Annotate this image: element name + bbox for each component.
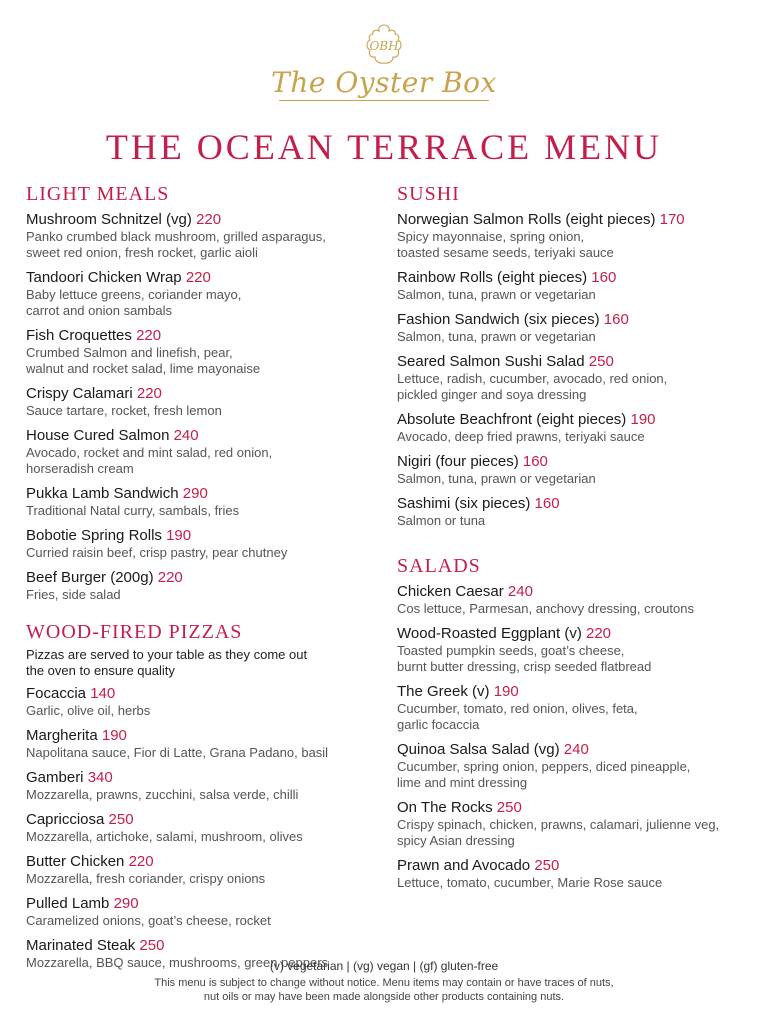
menu-item-price: 250: [534, 857, 560, 874]
menu-item-name: Norwegian Salmon Rolls (eight pieces): [397, 211, 656, 228]
menu-item-description: Baby lettuce greens, coriander mayo, carrot and onion sambals: [26, 287, 242, 318]
menu-item-name: On The Rocks: [397, 799, 493, 816]
menu-item-price: 290: [113, 895, 139, 912]
menu-item-description: Salmon, tuna, prawn or vegetarian: [397, 471, 596, 486]
menu-item-description: Lettuce, tomato, cucumber, Marie Rose sauce: [397, 875, 663, 890]
menu-item-price: 240: [173, 427, 199, 444]
menu-item-name: Margherita: [26, 727, 98, 744]
menu-item-price: 160: [603, 311, 629, 328]
section-sushi: [397, 183, 747, 529]
menu-item-description: Cucumber, spring onion, peppers, diced pineapple, lime and mint dressing: [397, 759, 691, 790]
menu-item-name-line: [26, 853, 371, 871]
menu-item-price: 160: [534, 495, 560, 512]
menu-item-description: Mozzarella, BBQ sauce, mushrooms, green peppers: [26, 955, 329, 970]
section-title: SUSHI: [397, 183, 460, 205]
menu-item-name-line: [397, 353, 747, 371]
menu-item-description: Spicy mayonnaise, spring onion, toasted sesame seeds, teriyaki sauce: [397, 229, 614, 260]
menu-item-price: 170: [659, 211, 685, 228]
menu-item: [26, 527, 371, 561]
menu-item: [26, 769, 371, 803]
menu-item: [397, 857, 747, 891]
monogram-text: OBH: [369, 39, 399, 53]
section-title: WOOD-FIRED PIZZAS: [26, 621, 243, 643]
menu-item-list: [26, 685, 371, 971]
menu-item-description: Mozzarella, prawns, zucchini, salsa verde, chilli: [26, 787, 299, 802]
menu-item-name-line: [397, 495, 747, 513]
section-intro: Pizzas are served to your table as they come out the oven to ensure quality: [26, 647, 308, 678]
menu-item-description: Cos lettuce, Parmesan, anchovy dressing, croutons: [397, 601, 694, 616]
menu-item: [26, 853, 371, 887]
menu-item-name: Quinoa Salsa Salad (vg): [397, 741, 560, 758]
page-title: THE OCEAN TERRACE MENU: [105, 127, 663, 167]
menu-item: [397, 495, 747, 529]
menu-item: [26, 727, 371, 761]
menu-item-name: Pukka Lamb Sandwich: [26, 485, 179, 502]
menu-item-name: The Greek (v): [397, 683, 490, 700]
menu-item-description: Avocado, rocket and mint salad, red onion, horseradish cream: [26, 445, 273, 476]
menu-item-name-line: [397, 269, 747, 287]
menu-item: [26, 211, 371, 261]
menu-item-name: Marinated Steak: [26, 937, 136, 954]
menu-item: [397, 741, 747, 791]
menu-item-price: 250: [496, 799, 522, 816]
menu-item: [26, 427, 371, 477]
menu-item-price: 240: [563, 741, 589, 758]
section-title: SALADS: [397, 555, 481, 577]
menu-item: [26, 895, 371, 929]
menu-item: [26, 385, 371, 419]
menu-item-name: Absolute Beachfront (eight pieces): [397, 411, 627, 428]
menu-item-name-line: [397, 741, 747, 759]
menu-item: [397, 453, 747, 487]
menu-item-description: Sauce tartare, rocket, fresh lemon: [26, 403, 222, 418]
menu-item-price: 220: [185, 269, 211, 286]
menu-item-list: [397, 211, 747, 529]
menu-item-price: 190: [630, 411, 656, 428]
menu-item-name-line: [26, 811, 371, 829]
menu-item-name-line: [26, 895, 371, 913]
section-pizzas: [26, 621, 371, 971]
menu-item-price: 190: [166, 527, 192, 544]
menu-item-description: Napolitana sauce, Fior di Latte, Grana Padano, basil: [26, 745, 329, 760]
menu-item-name: Nigiri (four pieces): [397, 453, 519, 470]
menu-item-name: Mushroom Schnitzel (vg): [26, 211, 192, 228]
menu-item-price: 240: [507, 583, 533, 600]
menu-item-name-line: [397, 311, 747, 329]
menu-item-name-line: [397, 411, 747, 429]
menu-item-price: 220: [586, 625, 612, 642]
menu-item-name-line: [26, 685, 371, 703]
menu-item-list: [397, 583, 747, 891]
menu-item-price: 160: [591, 269, 617, 286]
menu-item: [26, 269, 371, 319]
menu-item-name: Rainbow Rolls (eight pieces): [397, 269, 588, 286]
menu-item-name: Fashion Sandwich (six pieces): [397, 311, 600, 328]
menu-item-name-line: [26, 211, 371, 229]
menu-item-description: Mozzarella, fresh coriander, crispy onions: [26, 871, 266, 886]
menu-item-name: Wood-Roasted Eggplant (v): [397, 625, 582, 642]
menu-item-name: Fish Croquettes: [26, 327, 132, 344]
menu-item-name: Focaccia: [26, 685, 87, 702]
brand-logo: [0, 22, 768, 101]
menu-item-description: Panko crumbed black mushroom, grilled asparagus, sweet red onion, fresh rocket, garlic aioli: [26, 229, 326, 260]
menu-item-name: Capricciosa: [26, 811, 105, 828]
brand-underline: [279, 100, 489, 101]
menu-item-name: Crispy Calamari: [26, 385, 133, 402]
menu-item-price: 190: [493, 683, 519, 700]
menu-item-description: Lettuce, radish, cucumber, avocado, red onion, pickled ginger and soya dressing: [397, 371, 668, 402]
menu-item-name-line: [397, 211, 747, 229]
menu-item-description: Garlic, olive oil, herbs: [26, 703, 151, 718]
menu-item-description: Salmon, tuna, prawn or vegetarian: [397, 329, 596, 344]
menu-item-description: Salmon, tuna, prawn or vegetarian: [397, 287, 596, 302]
menu-item-price: 220: [136, 327, 162, 344]
menu-item-price: 220: [196, 211, 222, 228]
menu-item-price: 220: [157, 569, 183, 586]
menu-item: [26, 811, 371, 845]
menu-item-price: 340: [87, 769, 113, 786]
menu-item: [397, 411, 747, 445]
section-light-meals: [26, 183, 371, 603]
menu-item-description: Crumbed Salmon and linefish, pear, walnut and rocket salad, lime mayonaise: [26, 345, 261, 376]
menu-item-name-line: [397, 453, 747, 471]
menu-item-name-line: [26, 385, 371, 403]
menu-item-description: Mozzarella, artichoke, salami, mushroom, olives: [26, 829, 303, 844]
menu-item-description: Curried raisin beef, crisp pastry, pear chutney: [26, 545, 288, 560]
menu-item-description: Avocado, deep fried prawns, teriyaki sauce: [397, 429, 645, 444]
left-column: [26, 183, 371, 979]
menu-item: [26, 685, 371, 719]
menu-item-price: 250: [108, 811, 134, 828]
menu-item-description: Caramelized onions, goat’s cheese, rocket: [26, 913, 271, 928]
menu-item-name: Pulled Lamb: [26, 895, 110, 912]
menu-item-description: Crispy spinach, chicken, prawns, calamari, julienne veg, spicy Asian dressing: [397, 817, 720, 848]
menu-item-name-line: [26, 327, 371, 345]
section-title: LIGHT MEALS: [26, 183, 170, 205]
menu-item: [397, 211, 747, 261]
footer: [0, 958, 768, 1004]
menu-item-description: Fries, side salad: [26, 587, 121, 602]
menu-item-name: House Cured Salmon: [26, 427, 170, 444]
menu-item-description: Salmon or tuna: [397, 513, 486, 528]
menu-item-price: 190: [101, 727, 127, 744]
menu-item-name-line: [397, 625, 747, 643]
menu-item-list: [26, 211, 371, 603]
menu-item-price: 250: [588, 353, 614, 370]
section-salads: [397, 555, 747, 891]
menu-item-name-line: [26, 427, 371, 445]
menu-item-name-line: [26, 937, 371, 955]
menu-item-description: Traditional Natal curry, sambals, fries: [26, 503, 240, 518]
menu-item-name-line: [26, 485, 371, 503]
menu-item-name: Seared Salmon Sushi Salad: [397, 353, 585, 370]
menu-item: [397, 683, 747, 733]
dietary-legend: (v) vegetarian | (vg) vegan | (gf) gluten-free: [269, 959, 499, 973]
monogram-crest-icon: [362, 22, 406, 68]
menu-item-name: Chicken Caesar: [397, 583, 504, 600]
menu-item: [397, 583, 747, 617]
brand-name: The Oyster Box: [271, 66, 497, 99]
menu-item-name-line: [26, 769, 371, 787]
menu-item-name-line: [397, 857, 747, 875]
menu-item-name-line: [26, 569, 371, 587]
menu-item-name-line: [397, 799, 747, 817]
menu-item-name: Beef Burger (200g): [26, 569, 154, 586]
menu-item-name: Gamberi: [26, 769, 84, 786]
menu-item-description: Toasted pumpkin seeds, goat’s cheese, burnt butter dressing, crisp seeded flatbread: [397, 643, 652, 674]
menu-item: [397, 353, 747, 403]
menu-item-name-line: [26, 269, 371, 287]
menu-item: [397, 311, 747, 345]
menu-item: [397, 625, 747, 675]
menu-item: [397, 269, 747, 303]
menu-item: [26, 485, 371, 519]
menu-item: [26, 569, 371, 603]
menu-item-description: Cucumber, tomato, red onion, olives, feta, garlic focaccia: [397, 701, 638, 732]
menu-item-name-line: [397, 583, 747, 601]
menu-item-price: 160: [522, 453, 548, 470]
menu-item-name-line: [26, 527, 371, 545]
allergen-disclaimer: This menu is subject to change without notice. Menu items may contain or have traces of nuts, nut oils or may have been made alongside other products containing nuts.: [154, 977, 614, 1003]
menu-item-price: 140: [90, 685, 116, 702]
menu-item-name: Butter Chicken: [26, 853, 125, 870]
menu-item-price: 220: [128, 853, 154, 870]
menu-item-name: Sashimi (six pieces): [397, 495, 531, 512]
menu-item-price: 290: [182, 485, 208, 502]
right-column: [397, 183, 747, 899]
menu-item-price: 220: [136, 385, 162, 402]
menu-item-name-line: [26, 727, 371, 745]
menu-item-name: Prawn and Avocado: [397, 857, 531, 874]
menu-item-price: 250: [139, 937, 165, 954]
menu-item-name: Tandoori Chicken Wrap: [26, 269, 182, 286]
menu-item: [26, 327, 371, 377]
menu-item-name: Bobotie Spring Rolls: [26, 527, 162, 544]
menu-item-name-line: [397, 683, 747, 701]
menu-item: [397, 799, 747, 849]
